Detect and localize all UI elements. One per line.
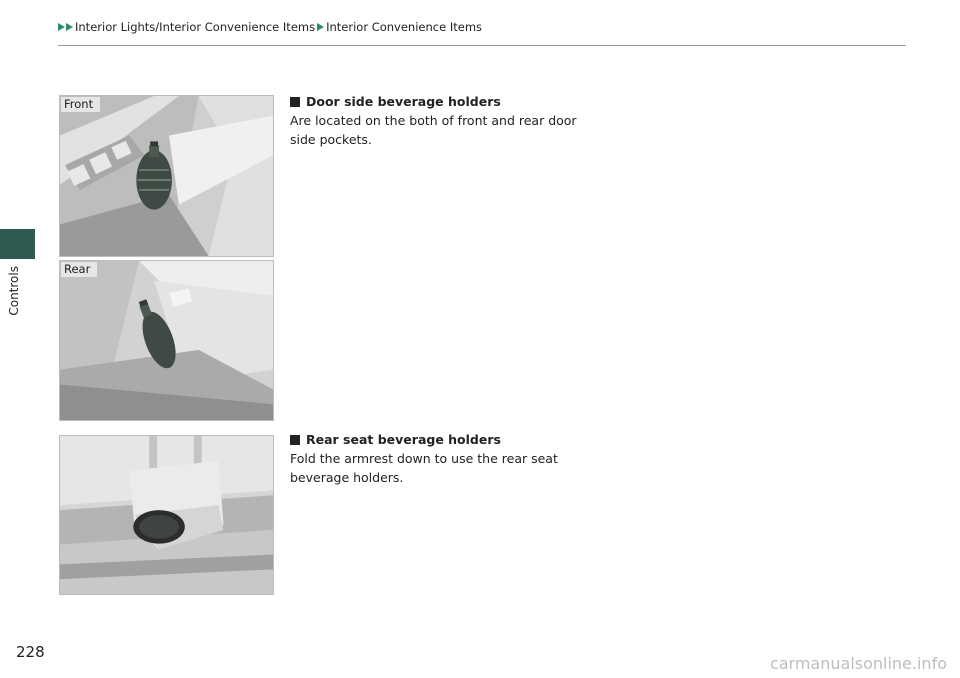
section-body xyxy=(290,111,590,149)
door-side-beverage-holders-section xyxy=(290,94,590,149)
breadcrumb-arrow-icon xyxy=(317,23,324,31)
rear-seat-beverage-holders-section xyxy=(290,432,590,487)
armrest-illustration xyxy=(60,436,273,594)
square-bullet-icon xyxy=(290,97,300,107)
breadcrumb-arrow-icon xyxy=(66,23,73,31)
rear-door-beverage-holder-image xyxy=(59,260,274,421)
section-heading xyxy=(290,94,590,109)
body-line: Are located on the both of front and rear door xyxy=(290,113,577,128)
square-bullet-icon xyxy=(290,435,300,445)
front-door-illustration xyxy=(60,96,273,256)
rear-image-label: Rear xyxy=(61,262,97,277)
watermark: carmanualsonline.info xyxy=(769,654,947,673)
body-line: side pockets. xyxy=(290,132,372,147)
body-line: beverage holders. xyxy=(290,470,404,485)
page-number: 228 xyxy=(16,643,45,661)
chapter-tab[interactable] xyxy=(0,229,35,259)
front-image-label: Front xyxy=(61,97,100,112)
section-heading xyxy=(290,432,590,447)
section-body xyxy=(290,449,590,487)
rear-door-illustration xyxy=(60,261,273,420)
chapter-label: Controls xyxy=(7,266,21,316)
section-title: Door side beverage holders xyxy=(306,94,501,109)
front-door-beverage-holder-image xyxy=(59,95,274,257)
header-divider xyxy=(58,45,906,46)
breadcrumb-arrow-icon xyxy=(58,23,65,31)
section-title: Rear seat beverage holders xyxy=(306,432,501,447)
breadcrumb xyxy=(58,20,484,34)
body-line: Fold the armrest down to use the rear seat xyxy=(290,451,558,466)
rear-seat-armrest-beverage-holder-image xyxy=(59,435,274,595)
breadcrumb-item[interactable]: Interior Lights/Interior Convenience Items xyxy=(75,20,316,34)
breadcrumb-item[interactable]: Interior Convenience Items xyxy=(326,20,483,34)
